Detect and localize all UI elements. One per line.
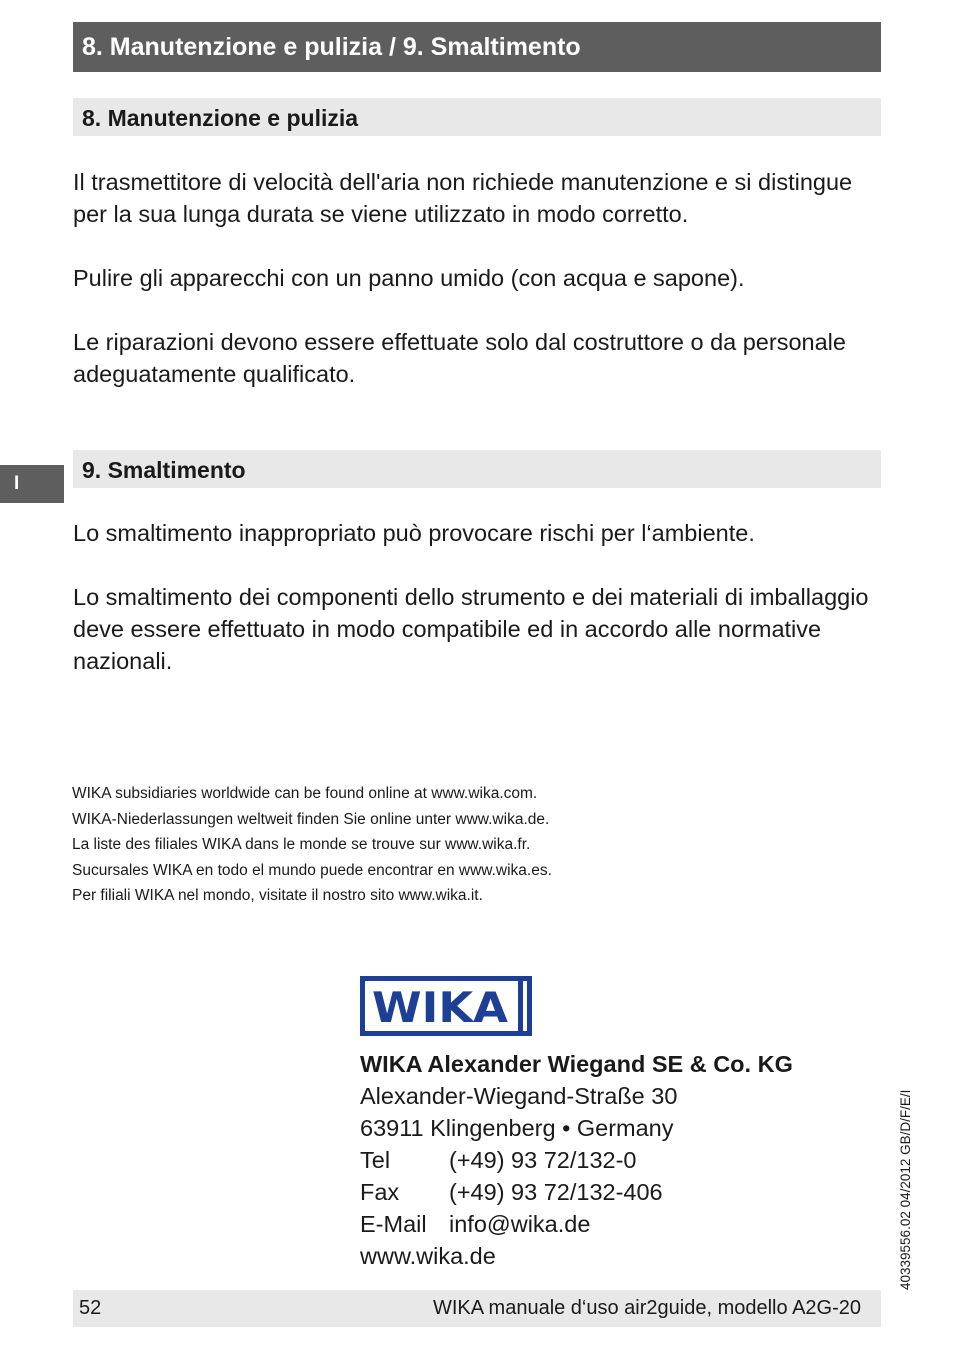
section-9-title: 9. Smaltimento bbox=[82, 457, 246, 483]
subsidiaries-notice bbox=[72, 781, 692, 909]
page-footer bbox=[73, 1290, 881, 1327]
email-value: info@wika.de bbox=[449, 1211, 591, 1237]
tel-label: Tel bbox=[360, 1147, 391, 1173]
wika-logo bbox=[360, 976, 532, 1036]
section-8-paragraph-3: Le riparazioni devono essere effettuate solo dal costruttore o da personale adeguatamente qualificato. bbox=[73, 329, 846, 387]
language-tab bbox=[0, 465, 64, 503]
fax-value: (+49) 93 72/132-406 bbox=[449, 1179, 663, 1205]
company-city: 63911 Klingenberg • Germany bbox=[360, 1115, 674, 1141]
section-8-title: 8. Manutenzione e pulizia bbox=[82, 105, 359, 131]
subsidiaries-line-es: Sucursales WIKA en todo el mundo puede encontrar en www.wika.es. bbox=[72, 861, 552, 879]
wika-logo-graphic bbox=[360, 976, 532, 1036]
page-number: 52 bbox=[79, 1297, 102, 1319]
section-8-paragraph-2: Pulire gli apparecchi con un panno umido (con acqua e sapone). bbox=[73, 265, 745, 291]
section-8-heading bbox=[73, 98, 881, 136]
section-9-heading bbox=[73, 450, 881, 488]
subsidiaries-line-en: WIKA subsidiaries worldwide can be found online at www.wika.com. bbox=[72, 785, 538, 802]
section-9-paragraph-2: Lo smaltimento dei componenti dello strumento e dei materiali di imballaggio deve essere effettuato in modo compatibile ed in accordo alle normative nazionali. bbox=[73, 584, 869, 674]
subsidiaries-line-it: Per filiali WIKA nel mondo, visitate il nostro sito www.wika.it. bbox=[72, 887, 483, 905]
page-header bbox=[73, 22, 881, 72]
subsidiaries-line-de: WIKA-Niederlassungen weltweit finden Sie online unter www.wika.de. bbox=[72, 810, 550, 828]
company-name: WIKA Alexander Wiegand SE & Co. KG bbox=[360, 1051, 793, 1077]
page-header-title: 8. Manutenzione e pulizia / 9. Smaltimento bbox=[82, 33, 581, 61]
company-address bbox=[360, 1048, 880, 1272]
manual-title: WIKA manuale d‘uso air2guide, modello A2G-20 bbox=[432, 1297, 861, 1319]
svg-text:WIKA: WIKA bbox=[372, 983, 509, 1032]
section-8-paragraph-1: Il trasmettitore di velocità dell'aria non richiede manutenzione e si distingue per la sua lunga durata se viene utilizzato in modo corretto. bbox=[73, 169, 853, 227]
language-tab-label: I bbox=[14, 473, 20, 494]
subsidiaries-line-fr: La liste des filiales WIKA dans le monde se trouve sur www.wika.fr. bbox=[72, 836, 531, 854]
company-website: www.wika.de bbox=[360, 1243, 496, 1269]
company-tel-row bbox=[360, 1144, 880, 1176]
fax-label: Fax bbox=[360, 1179, 400, 1205]
tel-value: (+49) 93 72/132-0 bbox=[449, 1147, 637, 1173]
company-email-row bbox=[360, 1208, 880, 1240]
company-street: Alexander-Wiegand-Straße 30 bbox=[360, 1083, 678, 1109]
email-label: E-Mail bbox=[360, 1211, 427, 1237]
section-9-paragraph-1: Lo smaltimento inappropriato può provocare rischi per l‘ambiente. bbox=[73, 520, 755, 546]
document-code: 40339556.02 04/2012 GB/D/F/E/I bbox=[898, 1089, 913, 1290]
company-fax-row bbox=[360, 1176, 880, 1208]
